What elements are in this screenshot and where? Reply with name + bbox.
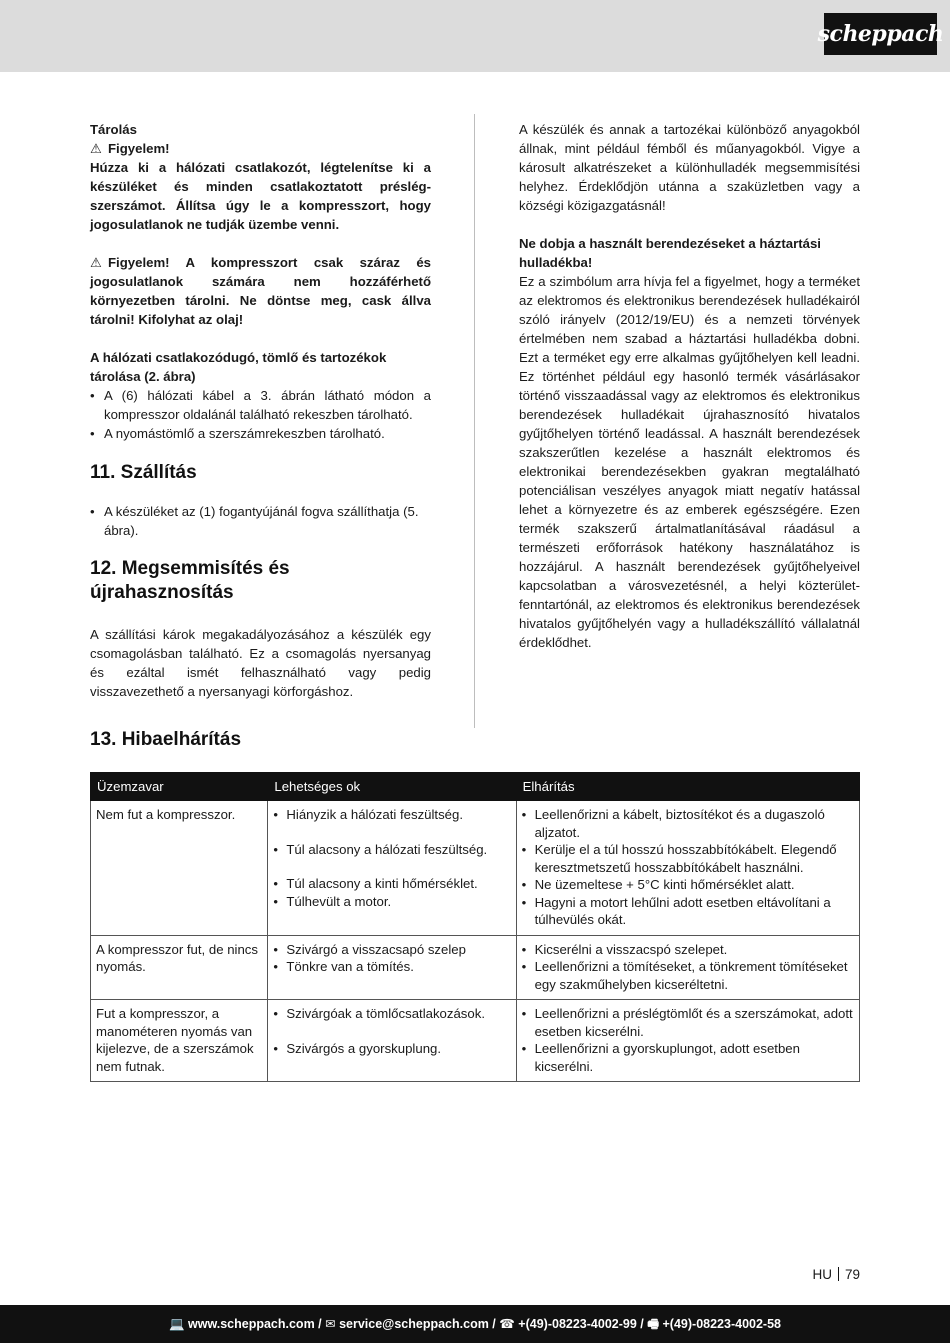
section-13-title: 13. Hibaelhárítás: [90, 729, 242, 750]
right-column: [519, 120, 860, 652]
brand-logo: scheppach: [824, 13, 937, 55]
footer-phone: +(49)-08223-4002-99: [518, 1316, 637, 1331]
page-number-value: 79: [844, 1267, 860, 1282]
footer-email-link[interactable]: service@scheppach.com: [339, 1316, 489, 1331]
list-item: • Túlhevült a motor.: [273, 893, 510, 911]
fix-cell: [516, 935, 859, 1000]
left-column: [90, 120, 431, 701]
list-item: • Ne üzemeltese + 5°C kinti hőmérséklet alatt.: [522, 876, 854, 894]
table-header-row: [91, 773, 860, 801]
plug-storage-list: [90, 386, 431, 443]
warning-2: ⚠ Figyelem! A kompresszort csak száraz és jogosulatlanok számára nem hozzáférhető környezetben tárolni. Ne döntse meg, cask állva tárolni! Kifolyhat az olaj!: [90, 255, 431, 327]
transport-list: [90, 502, 431, 540]
fault-cell: A kompresszor fut, de nincs nyomás.: [91, 935, 268, 1000]
page-number: [812, 1265, 860, 1284]
list-item: • Hagyni a motort lehűlni adott esetben eltávolítani a túlhevülés okát.: [522, 894, 854, 929]
list-item: • Hiányzik a hálózati feszültség.: [273, 806, 510, 824]
weee-paragraph: Ez a szimbólum arra hívja fel a figyelmet, hogy a terméket az elektromos és elektronikus berendezések hulladékairól szóló irányelv (2012/19/EU) és a nemzeti törvények értelmében nem szabad a háztartási hulladékba dobni. Ezt a terméket egy erre alkalmas gyűjtőhelyen kell leadni. Ez történhet például egy hasonló termék vásárlásakor történő visszaadással vagy az elektromos és elektronikus berendezések hulladékait újrahasznosító hivatalos gyűjtőhelyen történő leadással. A használt berendezések szakszerűtlen kezelése a használt elektromos és elektronikai berendezésekben gyakran megtalálható potenciálisan veszélyes anyagok miatt negatív hatással lehet a környezetre és az emberek egészségére. Ezen termék szakszerű ártalmatlanításával ráadásul a természeti erőforrások hatékony használatához is hozzájárul. A használt berendezések gyűjtőhelyeivel kapcsolatban a városvezetésnél, a helyi közterület-fenntartónál, az elektromos és elektronikus berendezések hivatalos gyűjtőhelyén vagy a hulladékszállító vállalatnál érdeklődhet.: [519, 274, 860, 650]
telephone-icon: ☎: [499, 1316, 519, 1331]
column-header: Elhárítás: [516, 773, 859, 801]
fault-cell: Fut a kompresszor, a manométeren nyomás van kijelezve, de a szerszámok nem futnak.: [91, 1000, 268, 1082]
table-row: [91, 1000, 860, 1082]
table-row: [91, 801, 860, 936]
list-item: • Szivárgó a visszacsapó szelep: [273, 941, 510, 959]
cause-cell: [268, 1000, 516, 1082]
list-item: • A nyomástömlő a szerszámrekeszben tárolható.: [90, 424, 431, 443]
section-12-title: 12. Megsemmisítés és újrahasznosítás: [90, 558, 290, 603]
list-item: • Tönkre van a tömítés.: [273, 958, 510, 976]
list-item: • Leellenőrizni a préslégtömlőt és a szerszámokat, adott esetben kicserélni.: [522, 1005, 854, 1040]
list-item: • A (6) hálózati kábel a 3. ábrán látható módon a kompresszor oldalánál található rekeszben tárolható.: [90, 386, 431, 424]
list-item: • Túl alacsony a hálózati feszültség.: [273, 841, 510, 859]
warning-1-title: ⚠ Figyelem!: [90, 141, 170, 156]
weee-heading: Ne dobja a használt berendezéseket a háztartási hulladékba!: [519, 236, 821, 270]
materials-paragraph: A készülék és annak a tartozékai különböző anyagokból állnak, mint például fémből és műanyagokból. Vigye a károsult alkatrészeket a különhulladék megsemmisítési helyhez. Érdeklődjön utánna a szaküzletben vagy a községi közigazgatásnál!: [519, 122, 860, 213]
warning-1-text: Húzza ki a hálózati csatlakozót, légtelenítse ki a készüléket és minden csatlakoztatott préslég-szerszámot. Állítsa úgy le a kompresszort, hogy jogosulatlanok ne tudják üzembe venni.: [90, 160, 431, 232]
list-item: • Leellenőrizni a gyorskuplungot, adott esetben kicserélni.: [522, 1040, 854, 1075]
column-header: Üzemzavar: [91, 773, 268, 801]
warning-triangle-icon: ⚠: [90, 255, 102, 270]
list-item: • Leellenőrizni a kábelt, biztosítékot és a dugaszoló aljzatot.: [522, 806, 854, 841]
cause-cell: [268, 935, 516, 1000]
column-divider: [474, 114, 475, 728]
cause-cell: [268, 801, 516, 936]
page-language: HU: [812, 1267, 832, 1282]
fix-cell: [516, 801, 859, 936]
warning-triangle-icon: ⚠: [90, 141, 102, 156]
list-item: • Kicserélni a visszacspó szelepet.: [522, 941, 854, 959]
list-item: • Leellenőrizni a tömítéseket, a tönkrement tömítéseket egy szakműhelyben kicseréltetni.: [522, 958, 854, 993]
storage-heading: Tárolás: [90, 122, 137, 137]
fix-cell: [516, 1000, 859, 1082]
table-row: [91, 935, 860, 1000]
column-header: Lehetséges ok: [268, 773, 516, 801]
disposal-paragraph: A szállítási károk megakadályozásához a készülék egy csomagolásban található. Ez a csomagolás nyersanyag és ezáltal ismét felhasználható vagy pedig visszavezethető a nyersanyagi körforgáshoz.: [90, 627, 431, 699]
list-item: • Szivárgóak a tömlőcsatlakozások.: [273, 1005, 510, 1023]
fault-cell: Nem fut a kompresszor.: [91, 801, 268, 936]
list-item: • Túl alacsony a kinti hőmérséklet.: [273, 875, 510, 893]
section-11-title: 11. Szállítás: [90, 462, 197, 483]
fax-icon: 🖷: [647, 1316, 663, 1331]
list-item: • A készüléket az (1) fogantyújánál fogva szállíthatja (5. ábra).: [90, 502, 431, 540]
troubleshooting-table: [90, 772, 860, 1082]
list-item: • Kerülje el a túl hosszú hosszabbítókábelt. Elegendő keresztmetszetű hosszabbítókábelt használni.: [522, 841, 854, 876]
envelope-icon: ✉: [325, 1316, 340, 1331]
footer-fax: +(49)-08223-4002-58: [662, 1316, 781, 1331]
footer-bar: 💻 www.scheppach.com / ✉ service@scheppach.com / ☎ +(49)-08223-4002-99 / 🖷 +(49)-08223-4002-58: [0, 1305, 950, 1343]
computer-icon: 💻: [168, 1316, 189, 1331]
plug-storage-heading: A hálózati csatlakozódugó, tömlő és tartozékok tárolása (2. ábra): [90, 350, 387, 384]
list-item: • Szivárgós a gyorskuplung.: [273, 1040, 510, 1058]
footer-web-link[interactable]: www.scheppach.com: [188, 1316, 315, 1331]
header-bar: [0, 0, 950, 72]
